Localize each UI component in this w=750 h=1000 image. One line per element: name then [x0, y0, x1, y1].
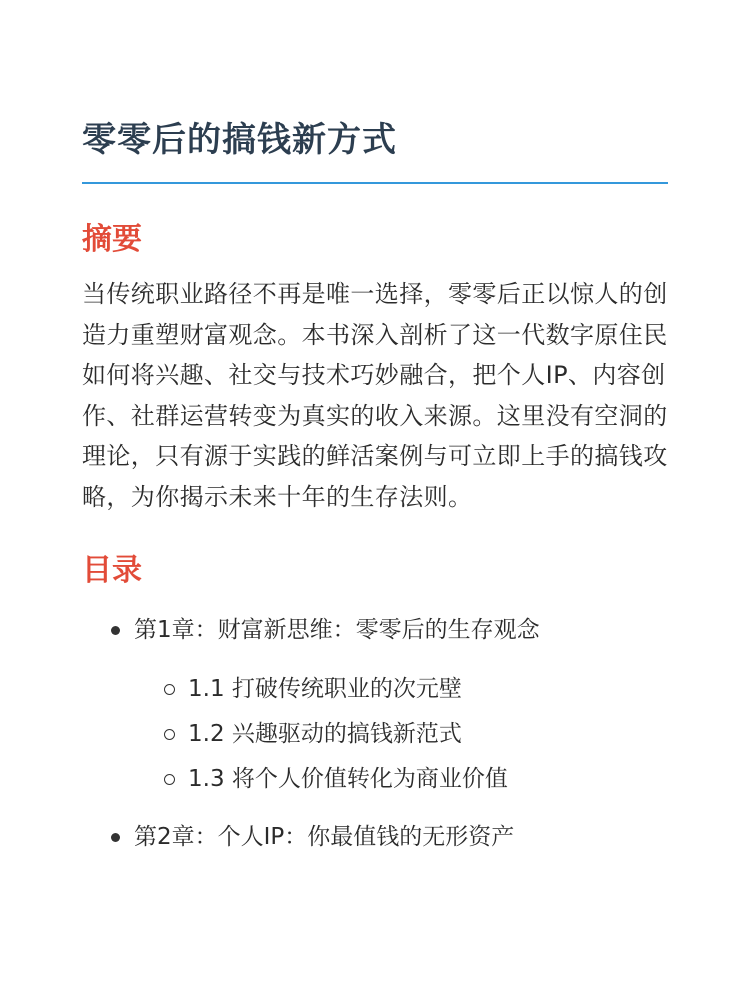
toc-section-1-1[interactable]: [134, 667, 668, 712]
toc-section-1-2[interactable]: [134, 712, 668, 757]
toc-section-1-3[interactable]: [134, 757, 668, 802]
toc-chapter-1[interactable]: [82, 613, 668, 802]
summary-heading: 摘要: [82, 222, 142, 257]
chapter-label: 第1章：财富新思维：零零后的生存观念: [134, 617, 540, 643]
hollow-bullet-icon: [164, 729, 175, 740]
hollow-bullet-icon: [164, 774, 175, 785]
toc-chapter-2[interactable]: [82, 820, 668, 854]
section-label: 1.3 将个人价值转化为商业价值: [188, 766, 508, 792]
chapter-label: 第2章：个人IP：你最值钱的无形资产: [134, 824, 515, 850]
toc-heading: 目录: [82, 553, 142, 588]
title-divider: [82, 182, 668, 184]
section-label: 1.1 打破传统职业的次元壁: [188, 676, 462, 702]
book-title: 零零后的搞钱新方式: [82, 120, 397, 160]
hollow-bullet-icon: [164, 684, 175, 695]
filled-bullet-icon: [111, 833, 120, 842]
section-label: 1.2 兴趣驱动的搞钱新范式: [188, 721, 462, 747]
chapter-1-sections: [134, 667, 668, 802]
filled-bullet-icon: [111, 626, 120, 635]
summary-text: 当传统职业路径不再是唯一选择，零零后正以惊人的创造力重塑财富观念。本书深入剖析了这一代数字原住民如何将兴趣、社交与技术巧妙融合，把个人IP、内容创作、社群运营转变为真实的收入来源。这里没有空洞的理论，只有源于实践的鲜活案例与可立即上手的搞钱攻略，为你揭示未来十年的生存法则。: [82, 280, 668, 511]
table-of-contents: [82, 613, 668, 854]
